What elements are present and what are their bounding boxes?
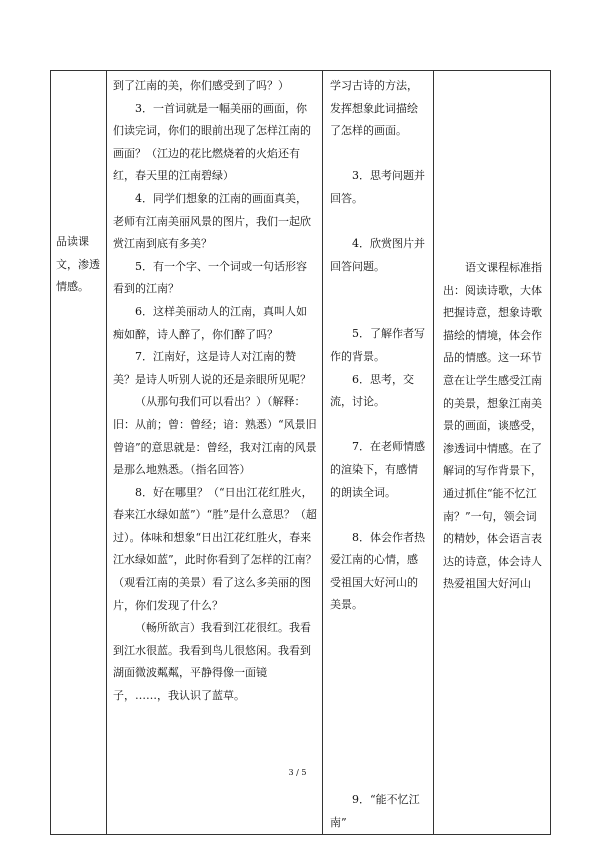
student-activity-item: 3．思考问题并回答。 bbox=[330, 169, 425, 205]
student-activity-item: 7．在老师情感的渲染下，有感情的朗读全词。 bbox=[330, 440, 425, 499]
teacher-activity-paragraph: 4．同学们想象的江南的画面真美，老师有江南美丽风景的图片，我们一起欣赏江南到底有多美？ bbox=[113, 191, 311, 251]
student-activity-item: 9．“能不忆江南” bbox=[330, 793, 420, 829]
design-intent-text: 语文课程标准指出：阅读诗歌，大体把握诗意，想象诗歌描绘的情境，体会作品的情感。这一环节意在让学生感受江南的美景，想象江南美景的画面，谈感受，渗透词中情感。在了解词的写作背景下，通过抓住“能不忆江南？”一句，领会词的精妙，体会语言表达的诗意，体会诗人热爱祖国大好河山 bbox=[443, 261, 542, 591]
teacher-activity-paragraph: （从那句我们可以看出？）（解释：旧：从前；曾：曾经；谙：熟悉）“风景旧曾谙”的意思就是：曾经，我对江南的风景是那么地熟悉。（指名回答） bbox=[113, 395, 317, 477]
design-intent-cell bbox=[434, 71, 551, 835]
teacher-activity-paragraph: 8．好在哪里？（“日出江花红胜火，春来江水绿如蓝”）“胜”是什么意思？（超过）。体味和想象“日出江花红胜火，春来江水绿如蓝”，此时你看到了怎样的江南？（观看江南的美景）看了这么多美丽的图片，你们发现了什么？ bbox=[113, 485, 317, 612]
student-activity-cell bbox=[323, 71, 434, 835]
teacher-activity-paragraph: 7．江南好，这是诗人对江南的赞美？是诗人听别人说的还是亲眼所见呢？ bbox=[113, 350, 311, 386]
teacher-activity-cell bbox=[107, 71, 323, 835]
teacher-activity-paragraph: 到了江南的美，你们感受到了吗？） bbox=[113, 79, 289, 92]
teacher-activity-paragraph: 6．这样美丽动人的江南，真叫人如痴如醉，诗人醉了，你们醉了吗？ bbox=[113, 304, 307, 341]
teaching-stage-cell bbox=[51, 71, 107, 835]
student-activity-item: 5．了解作者写作的背景。 bbox=[330, 327, 425, 363]
teaching-stage-text: 品读课文，渗透情感。 bbox=[56, 235, 100, 294]
teacher-activity-paragraph: 5．有一个字、一个词或一句话形容看到的江南？ bbox=[113, 259, 307, 296]
lesson-plan-table bbox=[50, 70, 551, 835]
teacher-activity-paragraph: （畅所欲言）我看到江花很红。我看到江水很蓝。我看到鸟儿很悠闲。我看到湖面微波粼粼，平静得像一面镜子，……，我认识了蓝草。 bbox=[113, 621, 311, 703]
table-row bbox=[51, 71, 551, 835]
student-activity-item: 6．思考，交流，讨论。 bbox=[330, 372, 414, 409]
student-activity-item: 8．体会作者热爱江南的心情，感受祖国大好河山的美景。 bbox=[330, 530, 425, 612]
student-activity-item: 学习古诗的方法，发挥想象此词描绘了怎样的画面。 bbox=[330, 79, 418, 138]
page-number: 3 / 5 bbox=[288, 768, 307, 777]
student-activity-item: 4．欣赏图片并回答问题。 bbox=[330, 237, 425, 273]
teacher-activity-paragraph: 3．一首词就是一幅美丽的画面，你们读完词，你们的眼前出现了怎样江南的画面？（江边的花比燃烧着的火焰还有红，春天里的江南碧绿） bbox=[113, 101, 311, 183]
